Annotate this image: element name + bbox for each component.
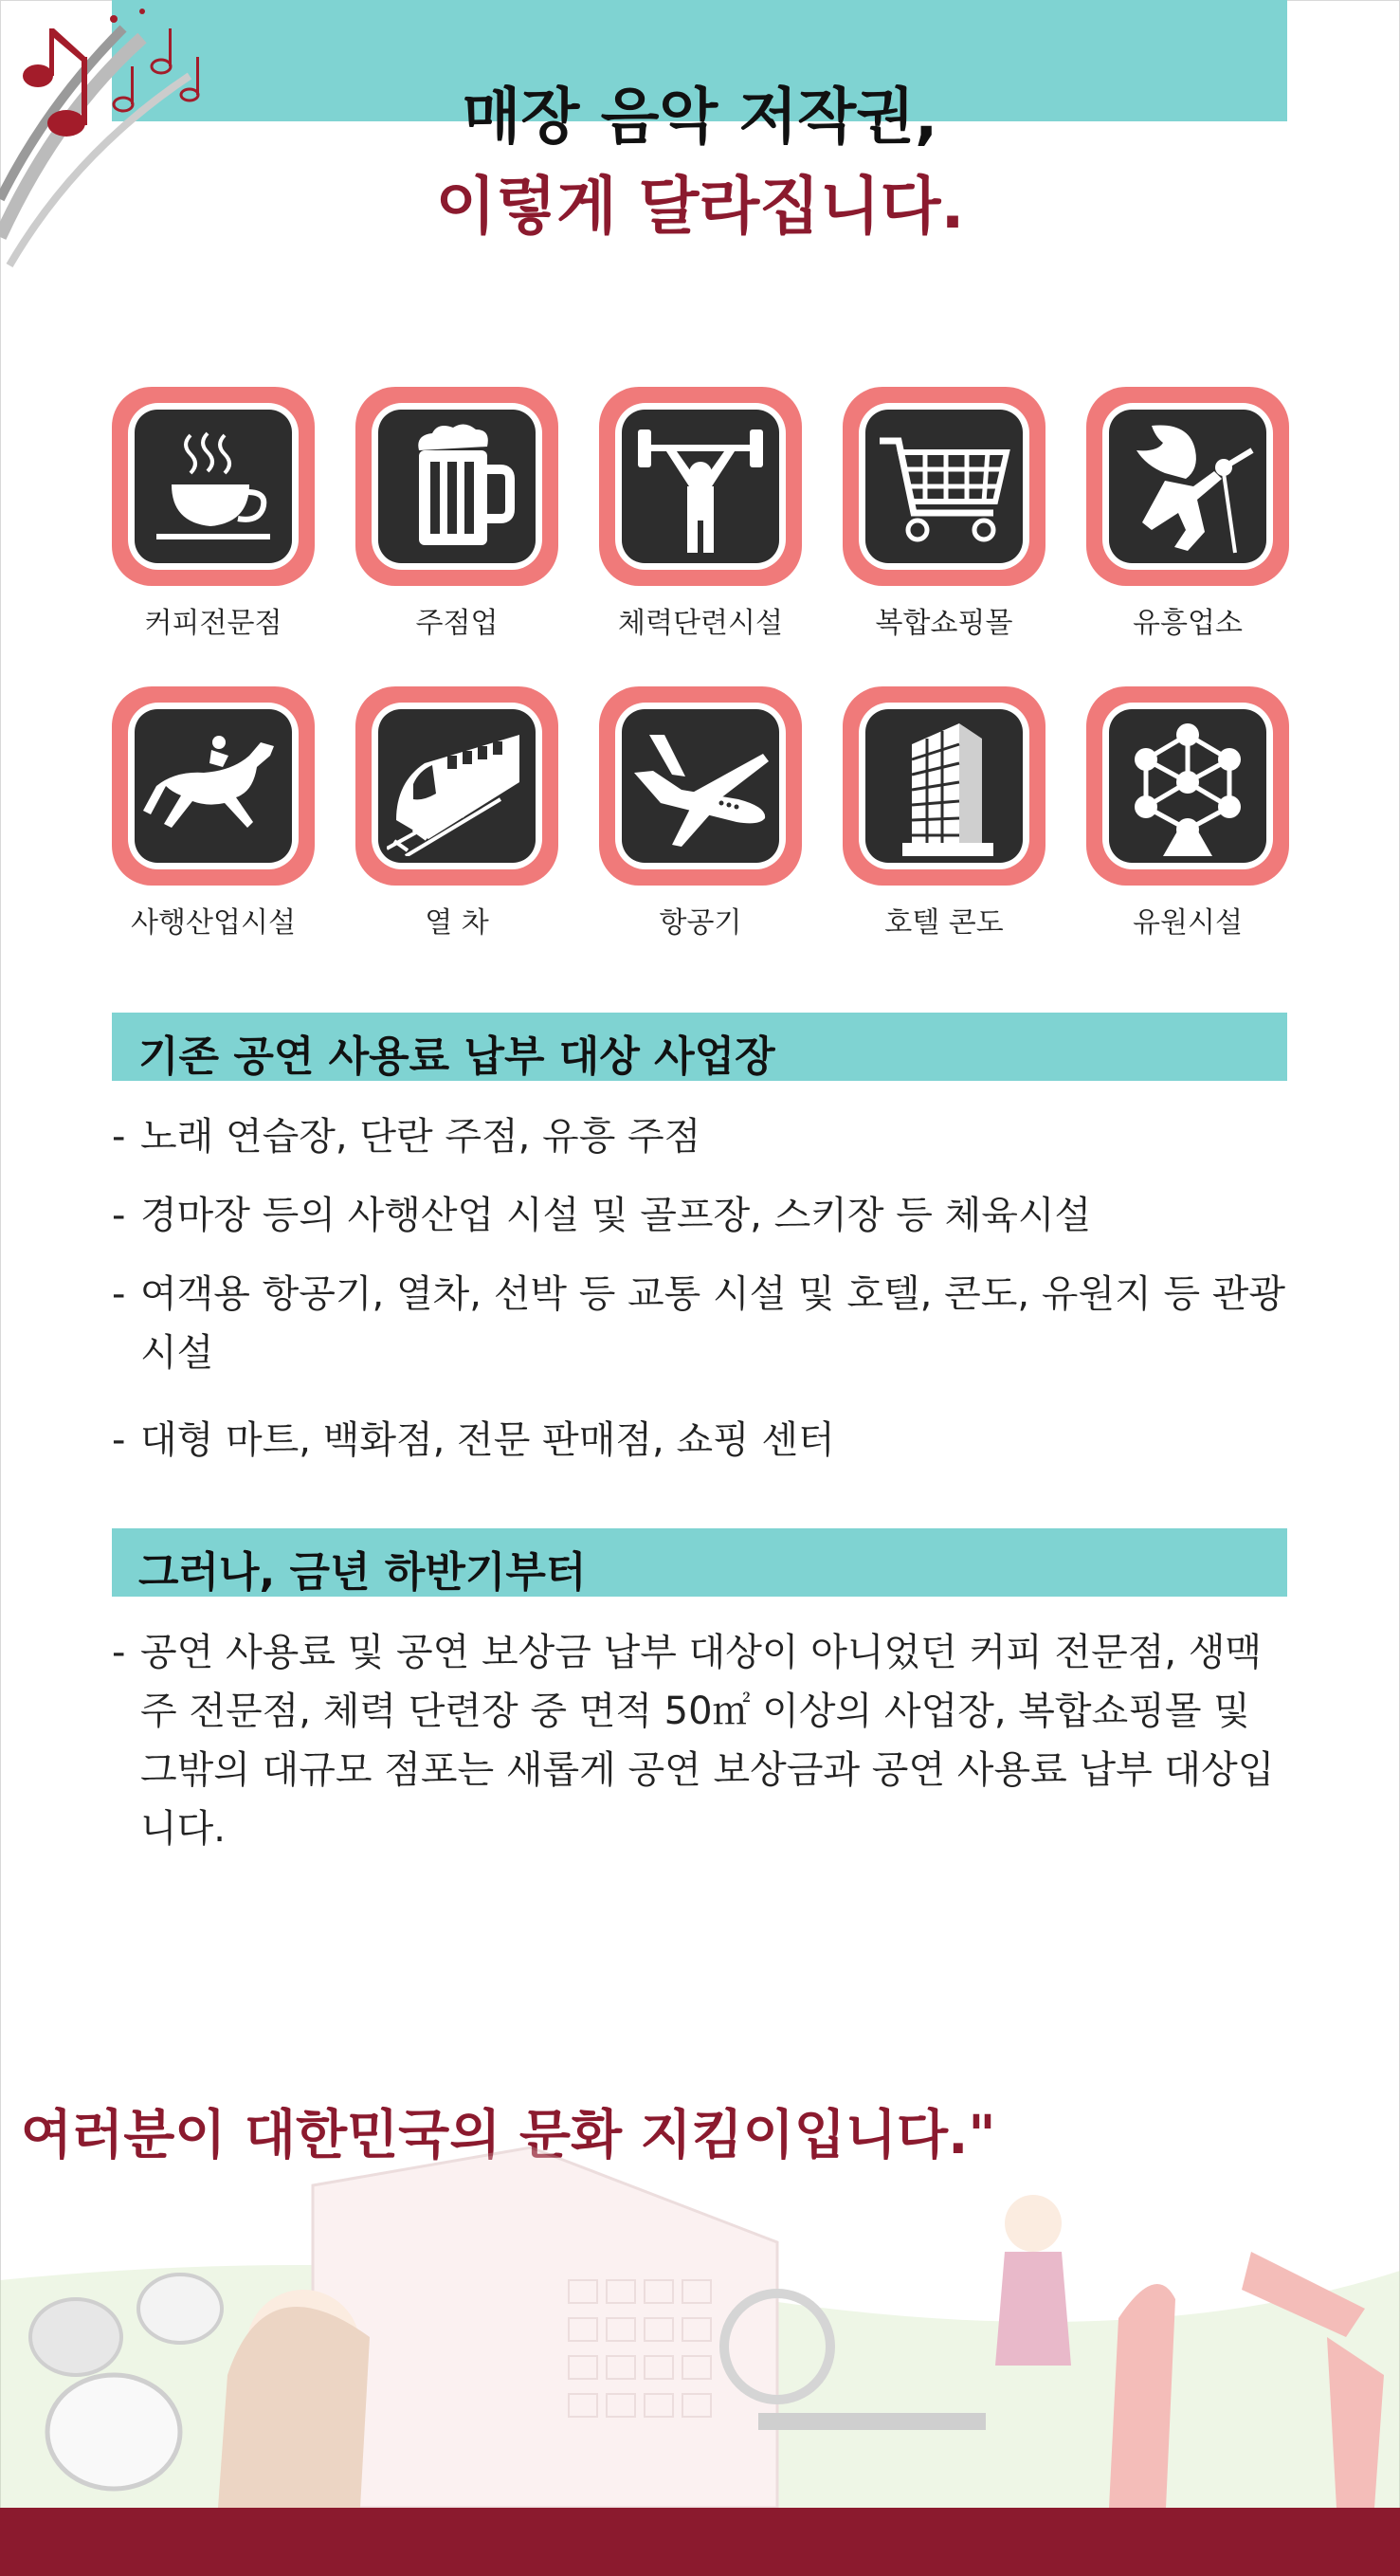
bullet-item: - 여객용 항공기, 열차, 선박 등 교통 시설 및 호텔, 콘도, 유원지 등 관광 시설 xyxy=(112,1265,1297,1382)
building-icon xyxy=(874,716,1014,856)
icon-label: 열 차 xyxy=(425,906,489,940)
beer-mug-icon xyxy=(387,416,527,557)
icon-cell-airplane xyxy=(599,686,802,941)
icon-label: 사행산업시설 xyxy=(131,906,296,940)
racehorse-icon xyxy=(143,716,283,856)
icon-cell-coffee xyxy=(112,387,315,641)
bullet-item: - 노래 연습장, 단란 주점, 유흥 주점 xyxy=(112,1107,1287,1166)
section-header-existing xyxy=(112,1013,1287,1081)
bullet-item: - 공연 사용료 및 공연 보상금 납부 대상이 아니었던 커피 전문점, 생맥주 전문점, 체력 단련장 중 면적 50㎡ 이상의 사업장, 복합쇼핑몰 및 그밖의 대규모 점포는 새롭게 공연 보상금과 공연 사용료 납부 대상입니다. xyxy=(112,1623,1287,1858)
section-title: 그러나, 금년 하반기부터 xyxy=(138,1548,587,1597)
icon-cell-horse xyxy=(112,686,315,941)
icon-label: 복합쇼핑몰 xyxy=(875,607,1013,640)
bullet-text: 대형 마트, 백화점, 전문 판매점, 쇼핑 센터 xyxy=(140,1418,835,1462)
bullet-text: 경마장 등의 사행산업 시설 및 골프장, 스키장 등 체육시설 xyxy=(140,1194,1092,1237)
icon-label: 호텔 콘도 xyxy=(884,906,1004,940)
faded-illustration xyxy=(0,2128,1400,2508)
title-line-2: 이렇게 달라집니다. xyxy=(435,170,965,243)
icon-cell-beer xyxy=(355,387,558,641)
icon-label: 커피전문점 xyxy=(144,607,282,640)
icon-cell-entertainment xyxy=(1086,387,1289,641)
icon-cell-train xyxy=(355,686,558,941)
singer-icon xyxy=(1118,416,1258,557)
coffee-cup-icon xyxy=(143,416,283,557)
section-title: 기존 공연 사용료 납부 대상 사업장 xyxy=(138,1032,775,1081)
bullet-item: - 경마장 등의 사행산업 시설 및 골프장, 스키장 등 체육시설 xyxy=(112,1186,1287,1245)
atom-structure-icon xyxy=(1118,716,1258,856)
bullet-text: 여객용 항공기, 열차, 선박 등 교통 시설 및 호텔, 콘도, 유원지 등 관광 시설 xyxy=(140,1272,1286,1375)
weightlifter-icon xyxy=(630,416,771,557)
icon-cell-hotel xyxy=(843,686,1045,941)
footer-band xyxy=(0,2508,1400,2576)
icon-cell-shopping xyxy=(843,387,1045,641)
icon-label: 항공기 xyxy=(659,906,742,940)
title-line-1: 매장 음악 저작권, xyxy=(462,82,938,153)
train-icon xyxy=(387,716,527,856)
shopping-cart-icon xyxy=(874,416,1014,557)
bullet-item: - 대형 마트, 백화점, 전문 판매점, 쇼핑 센터 xyxy=(112,1411,1287,1470)
icon-label: 유흥업소 xyxy=(1133,607,1243,640)
icon-label: 유원시설 xyxy=(1133,906,1243,940)
section-header-new xyxy=(112,1528,1287,1597)
icon-label: 주점업 xyxy=(415,607,499,640)
airplane-icon xyxy=(630,716,771,856)
icon-cell-amusement xyxy=(1086,686,1289,941)
bullet-text: 공연 사용료 및 공연 보상금 납부 대상이 아니었던 커피 전문점, 생맥주 전문점, 체력 단련장 중 면적 50㎡ 이상의 사업장, 복합쇼핑몰 및 그밖의 대규모 점포는 새롭게 공연 보상금과 공연 사용료 납부 대상입니다. xyxy=(140,1631,1275,1851)
icon-cell-gym xyxy=(599,387,802,641)
icon-label: 체력단련시설 xyxy=(618,607,783,640)
slogan: 여러분이 대한민국의 문화 지킴이입니다." xyxy=(21,2105,996,2166)
bullet-text: 노래 연습장, 단란 주점, 유흥 주점 xyxy=(140,1115,701,1159)
